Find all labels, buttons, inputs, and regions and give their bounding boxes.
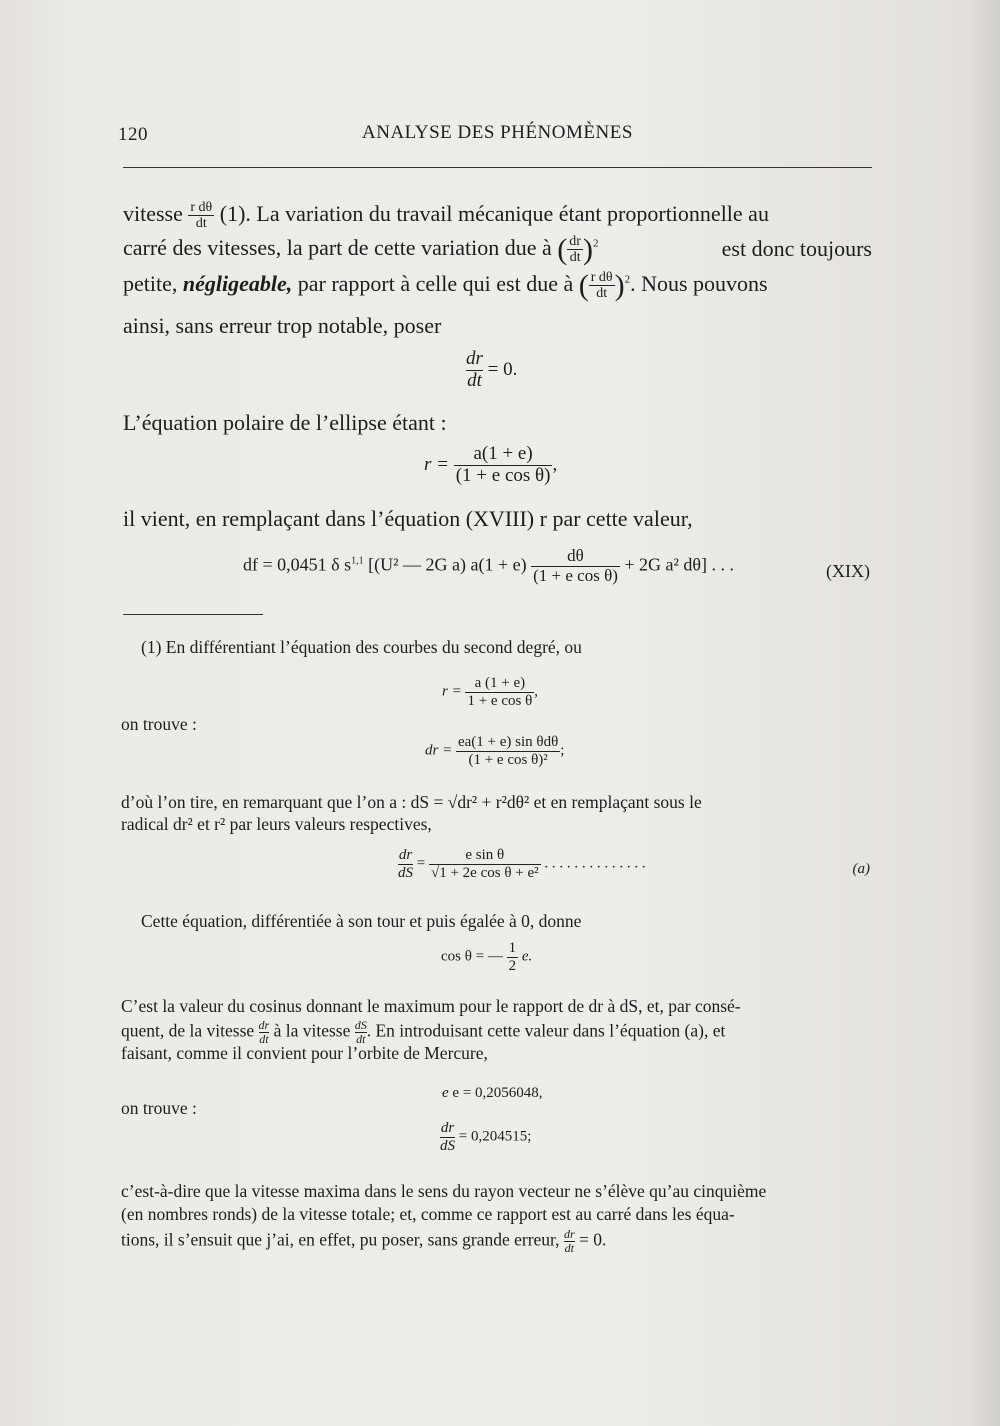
on-trouve-2: on trouve : (121, 1098, 197, 1118)
footnote-equation-cos: cos θ = — $\frac{1}{2}$ e. (441, 940, 533, 974)
on-trouve-1: on trouve : (121, 714, 197, 734)
body-line-3: petite, négligeable, par rapport à celle qui est due à ( $\frac{\text{r dθ}}{dt}$ )$^2$. Nous pouvons (123, 268, 768, 302)
footnote-line-10: tions, il s’ensuit que j’ai, en effet, pu poser, sans grande erreur, $\frac{dr}{dt}$ = 0. (121, 1227, 607, 1256)
footnote-line-4: Cette équation, différentiée à son tour et puis égalée à 0, donne (141, 911, 582, 931)
running-title: ANALYSE DES PHÉNOMÈNES (362, 122, 633, 143)
equation-xix: df = 0,0451 δ $s^{1,1}$ [(U² — 2G a) a(1 + e) $\frac{d\theta}{\text{(1 + e cos θ)}}$ + 2G a² dθ] . . . (XIX) (243, 546, 870, 585)
equation-polar-ellipse: r = $\frac{a(1 + e)}{\text{(1 + e cos θ)}}$ , (424, 443, 558, 486)
footnote-equation-ratio: $\frac{dr}{dS}$ = 0,204515; (440, 1120, 532, 1154)
body-line-2: carré des vitesses, la part de cette variation due à ( $\frac{dr}{dt}$ )$^2$ est donc toujours (123, 232, 872, 266)
equation-dr-dt-zero: $\frac{dr}{dt}$ = 0. (466, 348, 518, 391)
footnote-equation-a: $\frac{dr}{dS}$ = $\frac{\text{e sin θ}}{\text{√1 + 2e cos θ + e²}}$ . . . . . . . . . . . . . . (a) (398, 847, 870, 881)
header-rule (123, 167, 872, 168)
footnote-equation-dr: dr = $\frac{\text{ea(1 + e) sin θdθ}}{\text{(1 + e cos θ)²}}$ ; (425, 734, 565, 768)
footnote-line-2: d’où l’on tire, en remarquant que l’on a : dS = √dr² + r²dθ² et en remplaçant sous le (121, 792, 702, 812)
body-line-1: vitesse $\frac{\text{r dθ}}{dt}$ (1). La variation du travail mécanique étant proportionnelle au (123, 200, 769, 232)
body-line-4: ainsi, sans erreur trop notable, poser (123, 313, 442, 338)
footnote-line-6: quent, de la vitesse $\frac{dr}{dt}$ à la vitesse $\frac{dS}{dt}$ . En introduisant cette valeur dans l’équation (a), et (121, 1018, 726, 1047)
body-line-5: L’équation polaire de l’ellipse étant : (123, 410, 447, 435)
equation-tag: (XIX) (826, 561, 870, 581)
page-edge-shadow (966, 0, 1000, 1426)
footnote-line-8: c’est-à-dire que la vitesse maxima dans le sens du rayon vecteur ne s’élève qu’au cinquième (121, 1181, 767, 1201)
footnote-equation-r: r = $\frac{a (1 + e)}{\text{1 + e cos θ}}$ , (442, 675, 539, 709)
footnote-line-1: (1) En différentiant l’équation des courbes du second degré, ou (141, 637, 582, 657)
footnote-line-3: radical dr² et r² par leurs valeurs respectives, (121, 814, 432, 834)
footnote-line-7: faisant, comme il convient pour l’orbite de Mercure, (121, 1043, 488, 1063)
footnote-equation-e: e e = 0,2056048, (442, 1085, 543, 1101)
body-line-6: il vient, en remplaçant dans l’équation (XVIII) r par cette valeur, (123, 506, 693, 531)
footnote-line-5: C’est la valeur du cosinus donnant le maximum pour le rapport de dr à dS, et, par consé- (121, 996, 741, 1016)
equation-tag-a: (a) (852, 861, 870, 877)
footnote-line-9: (en nombres ronds) de la vitesse totale; et, comme ce rapport est au carré dans les équa- (121, 1204, 735, 1224)
footnote-rule (123, 614, 263, 615)
page-number: 120 (118, 124, 148, 145)
